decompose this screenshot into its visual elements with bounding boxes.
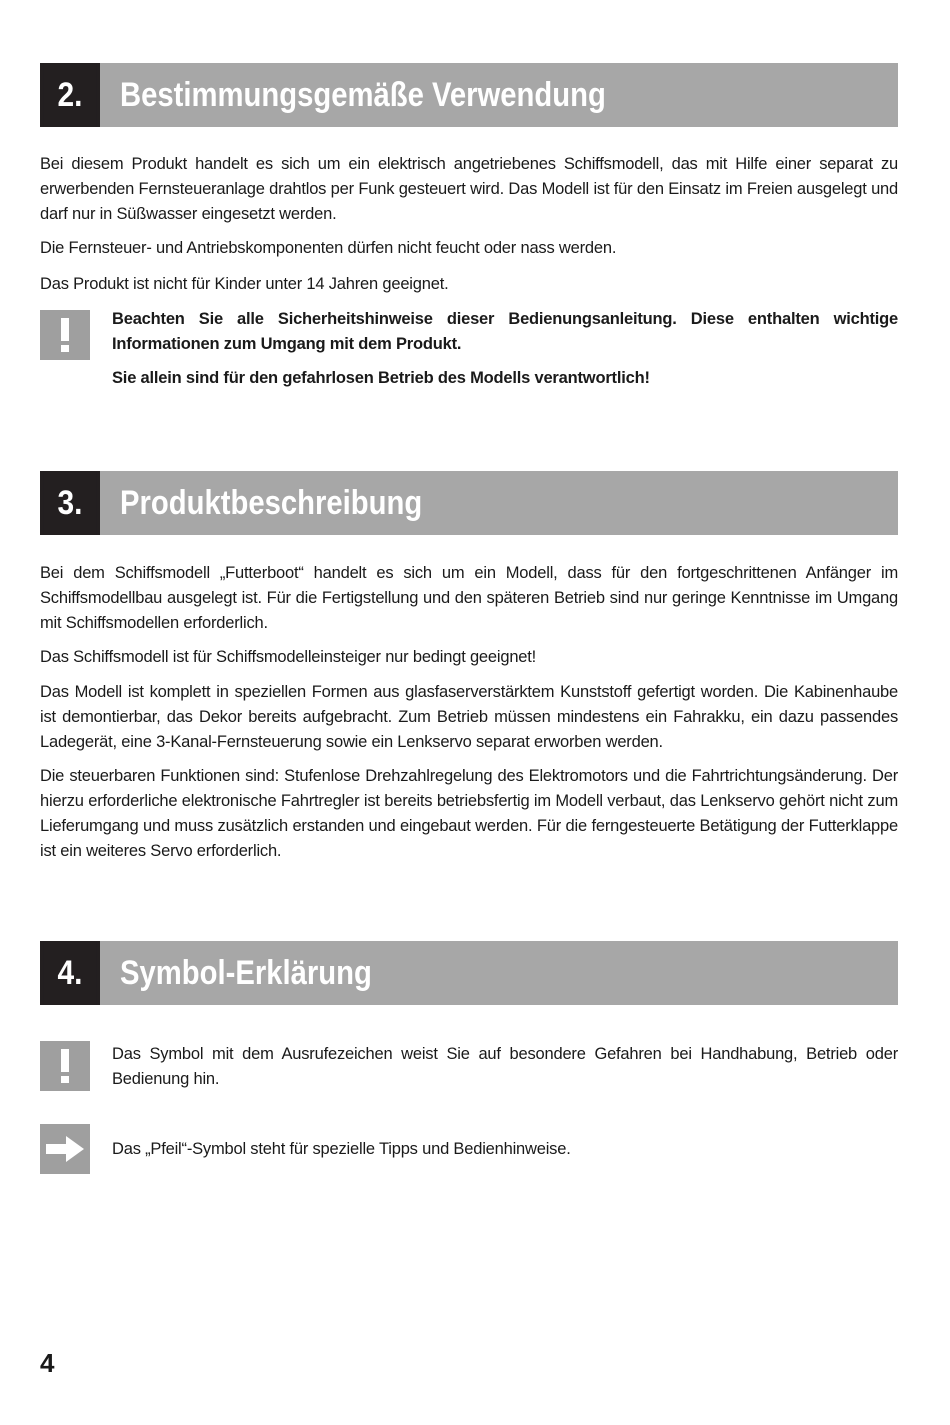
section-number: 3. [44,471,97,535]
paragraph: Die steuerbaren Funktionen sind: Stufenlose Drehzahlregelung des Elektromotors und die Fahrtrichtungsänderung. Der hierzu erforderliche elektronische Fahrtregler ist bereits betriebsfertig im Modell verbaut, das Lenkservo gehört nicht zum Lieferumgang und muss zusätzlich erstanden und eingebaut werden. Für die ferngesteuerte Betätigung der Futterklappe ist ein weiteres Servo erforderlich. [40,767,898,860]
paragraph: Die Fernsteuer- und Antriebskomponenten dürfen nicht feucht oder nass werden. [40,239,617,257]
paragraph: Das Schiffsmodell ist für Schiffsmodelleinsteiger nur bedingt geeignet! [40,648,537,666]
section-title: Bestimmungsgemäße Verwendung [120,76,606,114]
exclamation-icon [40,1041,90,1091]
section-number: 2. [44,63,97,127]
section-2-heading [40,63,898,127]
section-title: Symbol-Erklärung [120,954,372,992]
exclamation-icon [40,310,90,360]
arrow-right-icon [40,1124,90,1174]
page-number: 4 [40,1348,55,1378]
symbol-description: Das Symbol mit dem Ausrufezeichen weist Sie auf besondere Gefahren bei Handhabung, Betrieb oder Bedienung hin. [112,1045,898,1088]
symbol-description: Das „Pfeil“-Symbol steht für spezielle Tipps und Bedienhinweise. [112,1140,571,1158]
section-4-heading [40,941,898,1005]
section-number: 4. [44,941,97,1005]
paragraph: Bei dem Schiffsmodell „Futterboot“ handelt es sich um ein Modell, dass für den fortgeschrittenen Anfänger im Schiffsmodellbau ausgelegt ist. Für die Fertigstellung und den späteren Betrieb sind nur geringe Kenntnisse im Umgang mit Schiffsmodellen erforderlich. [40,564,898,632]
warning-text: Sie allein sind für den gefahrlosen Betrieb des Modells verantwortlich! [112,369,650,387]
paragraph: Bei diesem Produkt handelt es sich um ein elektrisch angetriebenes Schiffsmodell, das mit Hilfe einer separat zu erwerbenden Fernsteueranlage drahtlos per Funk gesteuert wird. Das Modell ist für den Einsatz im Freien ausgelegt und darf nur in Süßwasser eingesetzt werden. [40,155,898,223]
warning-text: Beachten Sie alle Sicherheitshinweise dieser Bedienungsanleitung. Diese enthalten wichtige Informationen zum Umgang mit dem Produkt. [112,310,898,353]
section-title: Produktbeschreibung [120,484,423,522]
paragraph: Das Produkt ist nicht für Kinder unter 14 Jahren geeignet. [40,275,449,293]
section-3-heading [40,471,898,535]
paragraph: Das Modell ist komplett in speziellen Formen aus glasfaserverstärktem Kunststoff gefertigt worden. Die Kabinenhaube ist demontierbar, das Dekor bereits aufgebracht. Zum Betrieb müssen mindestens ein Fahrakku, ein dazu passendes Ladegerät, eine 3-Kanal-Fernsteuerung sowie ein Lenkservo separat erworben werden. [40,683,898,751]
